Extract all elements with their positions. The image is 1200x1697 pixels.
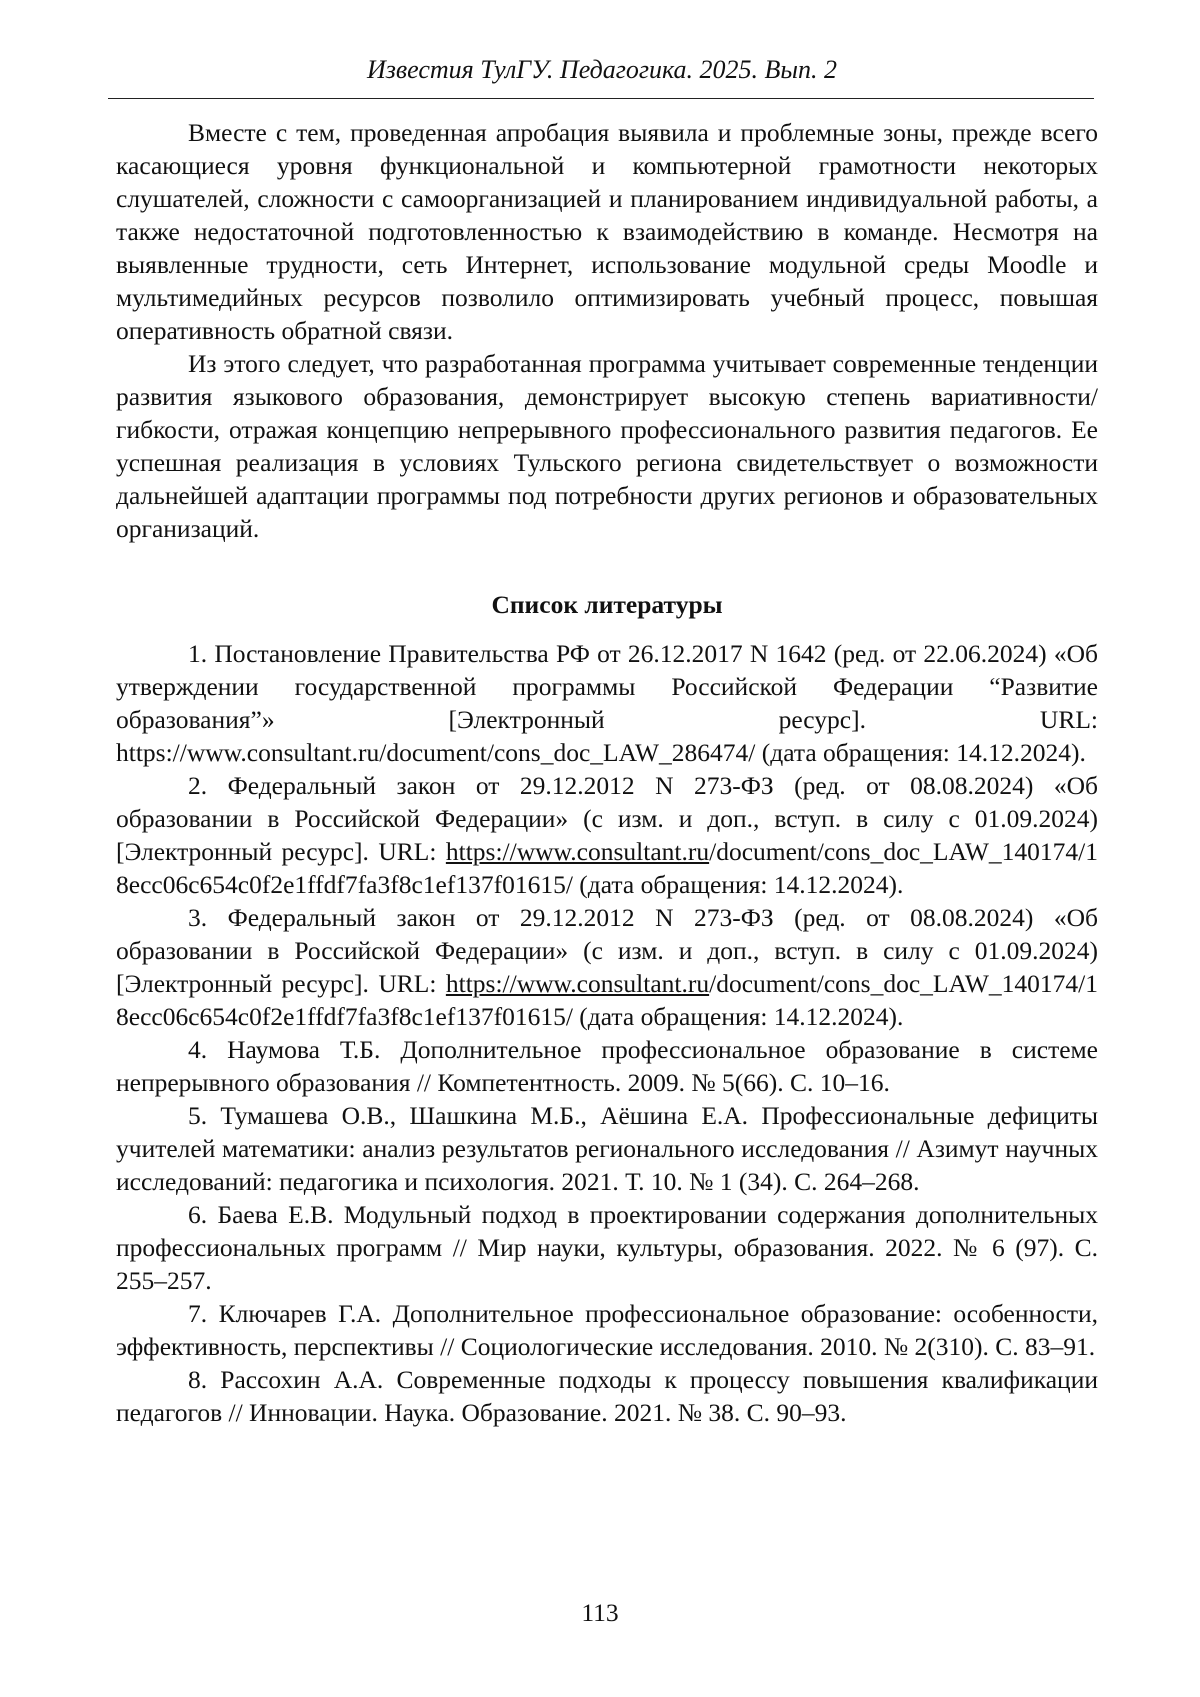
reference-item-5: 5. Тумашева О.В., Шашкина М.Б., Аёшина Е.А. Профессиональные дефициты учителей математики: анализ результатов регионального исследования // Азимут научных исследований: педагогика и психология. 2021. Т. 10. № 1 (34). С. 264–268. — [116, 1101, 1098, 1196]
reference-access-date: (дата обращения: 14.12.2024). — [572, 870, 904, 899]
reference-item-8: 8. Рассохин А.А. Современные подходы к процессу повышения квалификации педагогов // Инновации. Наука. Образование. 2021. № 38. С. 90–93. — [116, 1365, 1098, 1427]
reference-item-3 — [116, 901, 1098, 1033]
reference-item-1: 1. Постановление Правительства РФ от 26.12.2017 N 1642 (ред. от 22.06.2024) «Об утверждении государственной программы Российской Федерации “Развитие образования”» [Электронный ресурс]. URL: https://www.consultant.ru/document/cons_doc_LAW_286474/ (дата обращения: 14.12.2024). — [116, 639, 1098, 767]
reference-item-7: 7. Ключарев Г.А. Дополнительное профессиональное образование: особенности, эффективность, перспективы // Социологические исследования. 2010. № 2(310). С. 83–91. — [116, 1299, 1098, 1361]
body-paragraph-1: Вместе с тем, проведенная апробация выявила и проблемные зоны, прежде всего касающиеся уровня функциональной и компьютерной грамотности некоторых слушателей, сложности с самоорганизацией и планированием индивидуальной работы, а также недостаточной подготовленностью к взаимодействию в команде. Несмотря на выявленные трудности, сеть Интернет, использование модульной среды Moodle и мультимедийных ресурсов позволило оптимизировать учебный процесс, повышая оперативность обратной связи. — [116, 118, 1098, 345]
reference-text: 2. Федеральный закон от 29.12.2012 N 273-ФЗ (ред. от 08.08.2024) «Об образовании в Российской Федерации» (с изм. и доп., вступ. в силу с 01.09.2024) [Электронный ресурс]. URL: — [116, 771, 1098, 866]
references-heading: Список литературы — [491, 590, 723, 619]
reference-url-link[interactable]: https://www.consultant.ru — [445, 969, 710, 998]
reference-item-6: 6. Баева Е.В. Модульный подход в проектировании содержания дополнительных профессиональных программ // Мир науки, культуры, образования. 2022. № 6 (97). С. 255–257. — [116, 1200, 1098, 1295]
page-body — [116, 116, 1098, 1429]
reference-text: 3. Федеральный закон от 29.12.2012 N 273-ФЗ (ред. от 08.08.2024) «Об образовании в Российской Федерации» (с изм. и доп., вступ. в силу с 01.09.2024) [Электронный ресурс]. URL: — [116, 903, 1098, 998]
page-number: 113 — [581, 1598, 619, 1627]
reference-url-path: /document/cons_doc_LAW_140174/18ecc06c654c0f2e1ffdf7fa3f8c1ef137f01615/ — [116, 837, 1098, 899]
running-title: Известия ТулГУ. Педагогика. 2025. Вып. 2 — [366, 55, 838, 84]
reference-item-4: 4. Наумова Т.Б. Дополнительное профессиональное образование в системе непрерывного образования // Компетентность. 2009. № 5(66). С. 10–16. — [116, 1035, 1098, 1097]
body-paragraph-2: Из этого следует, что разработанная программа учитывает современные тенденции развития языкового образования, демонстрирует высокую степень вариативности/гибкости, отражая концепцию непрерывного профессионального развития педагогов. Ее успешная реализация в условиях Тульского региона свидетельствует о возможности дальнейшей адаптации программы под потребности других регионов и образовательных организаций. — [116, 349, 1098, 543]
reference-item-2 — [116, 769, 1098, 901]
reference-url-path: /document/cons_doc_LAW_140174/18ecc06c654c0f2e1ffdf7fa3f8c1ef137f01615/ — [116, 969, 1098, 1031]
reference-url-link[interactable]: https://www.consultant.ru — [445, 837, 710, 866]
reference-access-date: (дата обращения: 14.12.2024). — [572, 1002, 904, 1031]
header-rule — [108, 98, 1094, 99]
